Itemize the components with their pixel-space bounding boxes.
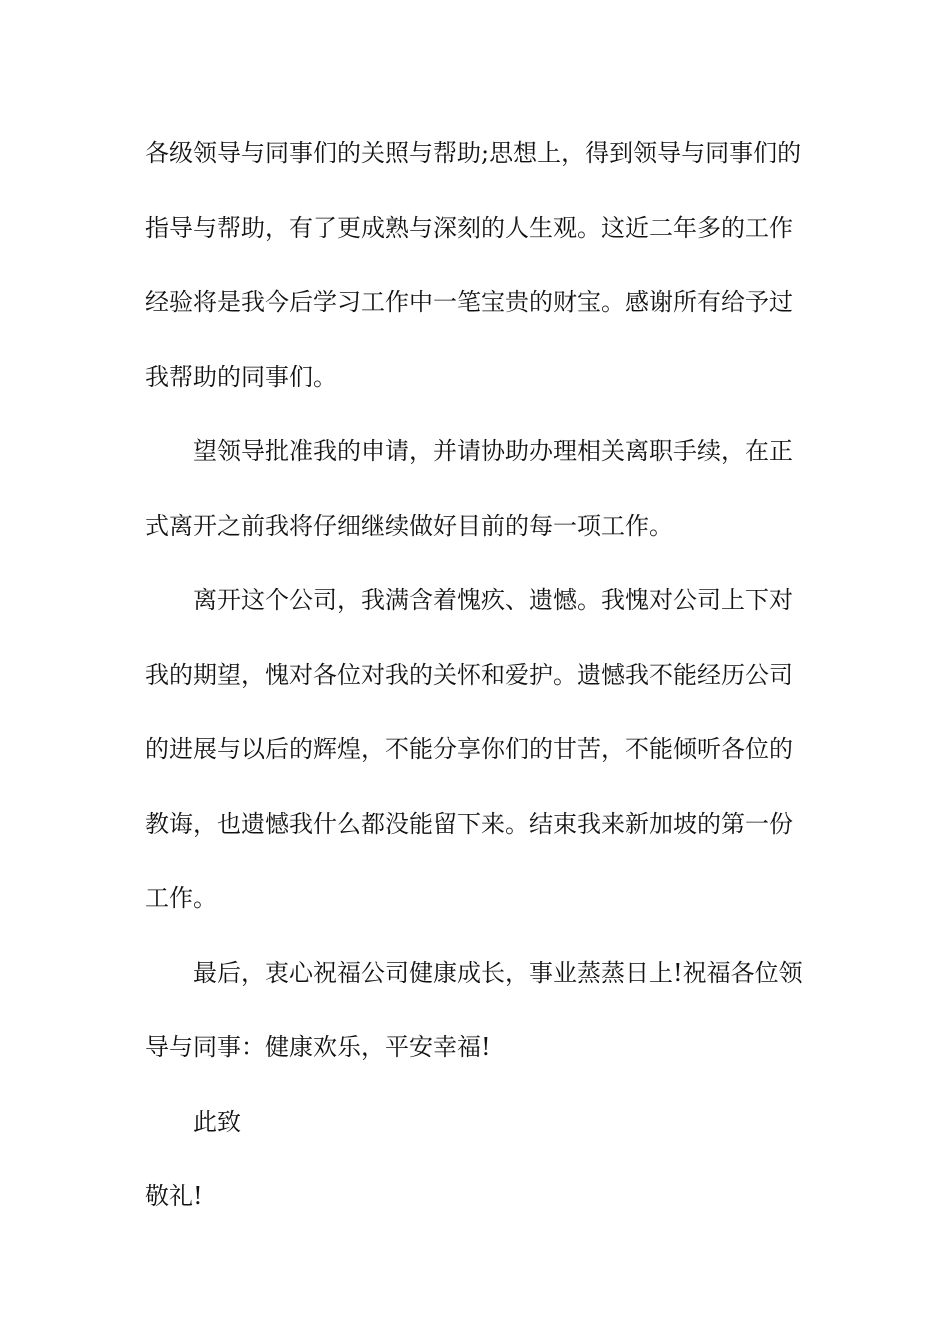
- text-line: 式离开之前我将仔细继续做好目前的每一项工作。: [145, 511, 673, 540]
- text-line: 我的期望，愧对各位对我的关怀和爱护。遗憾我不能经历公司: [145, 660, 793, 689]
- text-line: 指导与帮助，有了更成熟与深刻的人生观。这近二年多的工作: [145, 213, 793, 242]
- text-line: 望领导批准我的申请，并请协助办理相关离职手续，在正: [193, 437, 793, 465]
- text-line: 导与同事：健康欢乐，平安幸福!: [145, 1033, 491, 1061]
- text-line: 工作。: [145, 884, 217, 912]
- closing-salutation: 此致: [193, 1107, 241, 1136]
- text-line: 我帮助的同事们。: [145, 362, 337, 391]
- text-line: 的进展与以后的辉煌，不能分享你们的甘苦，不能倾听各位的: [145, 735, 793, 763]
- letter-body: [145, 116, 815, 1234]
- text-line: 离开这个公司，我满含着愧疚、遗憾。我愧对公司上下对: [193, 586, 793, 614]
- text-line: 最后，衷心祝福公司健康成长，事业蒸蒸日上!祝福各位领: [193, 958, 803, 987]
- closing-regards: 敬礼!: [145, 1182, 203, 1210]
- text-line: 教诲，也遗憾我什么都没能留下来。结束我来新加坡的第一份: [145, 809, 793, 838]
- text-line: 经验将是我今后学习工作中一笔宝贵的财宝。感谢所有给予过: [145, 288, 793, 316]
- text-line: 各级领导与同事们的关照与帮助;思想上，得到领导与同事们的: [145, 139, 802, 167]
